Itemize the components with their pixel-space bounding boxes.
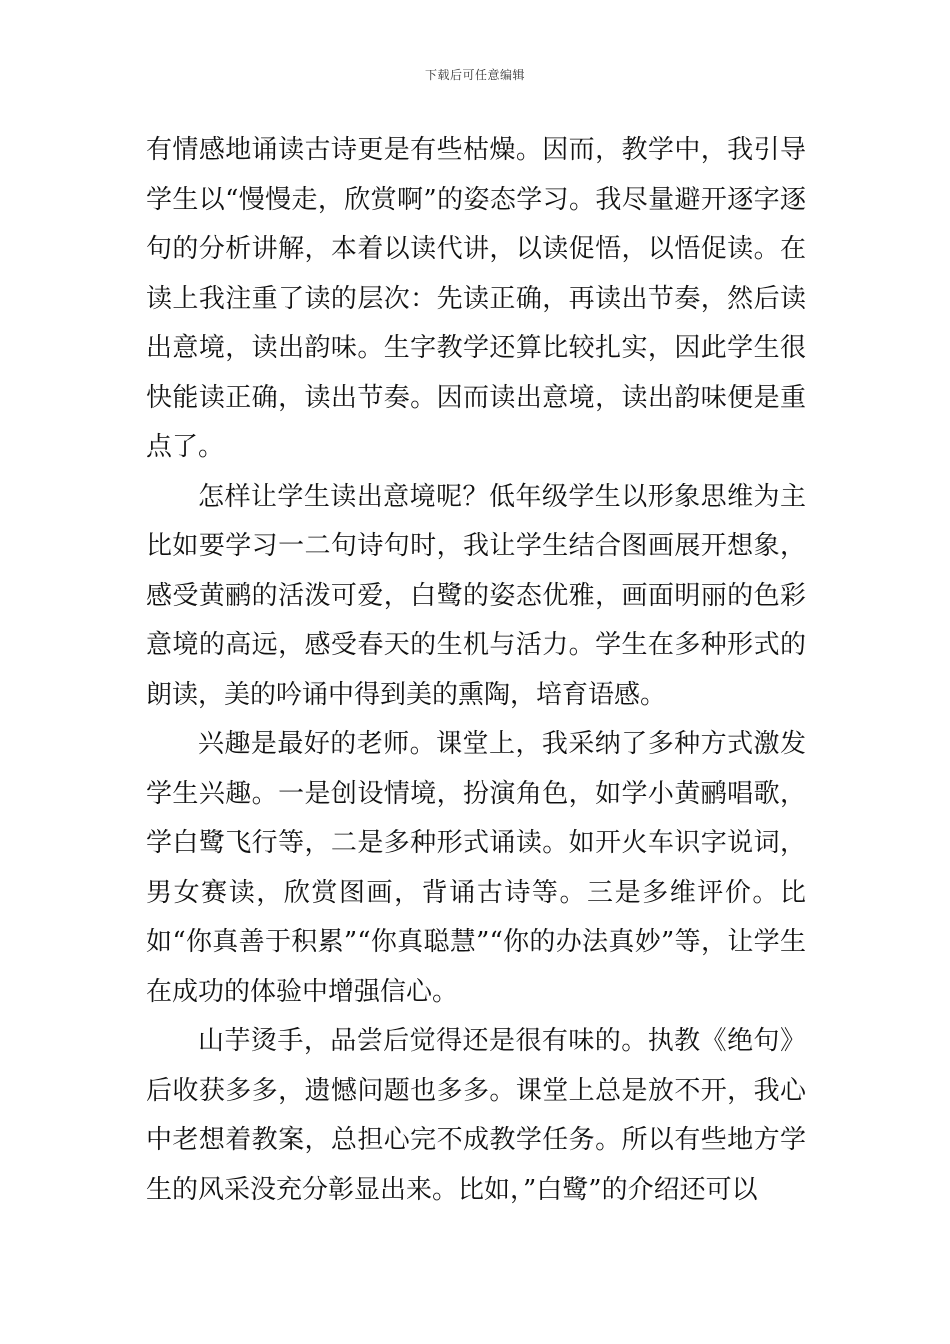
- paragraph-3: 兴趣是最好的老师。课堂上，我采纳了多种方式激发学生兴趣。一是创设情境，扮演角色，如学小黄鹂唱歌，学白鹭飞行等，二是多种形式诵读。如开火车识字说词，男女赛读，欣赏图画，背诵古诗等。三是多维评价。比如“你真善于积累”“你真聪慧”“你的办法真妙”等，让学生在成功的体验中增强信心。: [146, 729, 806, 1007]
- paragraph-4: 山芋烫手，品尝后觉得还是很有味的。执教《绝句》后收获多多，遗憾问题也多多。课堂上总是放不开，我心中老想着教案，总担心完不成教学任务。所以有些地方学生的风采没充分彰显出来。比如，”白鹭”的介绍还可以: [146, 1026, 806, 1205]
- page-header-note: 下载后可任意编辑: [424, 68, 525, 82]
- paragraph-2: 怎样让学生读出意境呢？低年级学生以形象思维为主比如要学习一二句诗句时，我让学生结合图画展开想象，感受黄鹂的活泼可爱，白鹭的姿态优雅，画面明丽的色彩意境的高远，感受春天的生机与活力。学生在多种形式的朗读，美的吟诵中得到美的熏陶，培育语感。: [146, 481, 806, 710]
- document-body: [146, 126, 806, 1215]
- paragraph-1: 有情感地诵读古诗更是有些枯燥。因而，教学中，我引导学生以“慢慢走，欣赏啊”的姿态学习。我尽量避开逐字逐句的分析讲解，本着以读代讲，以读促悟，以悟促读。在读上我注重了读的层次：先读正确，再读出节奏，然后读出意境，读出韵味。生字教学还算比较扎实，因此学生很快能读正确，读出节奏。因而读出意境，读出韵味便是重点了。: [146, 135, 806, 462]
